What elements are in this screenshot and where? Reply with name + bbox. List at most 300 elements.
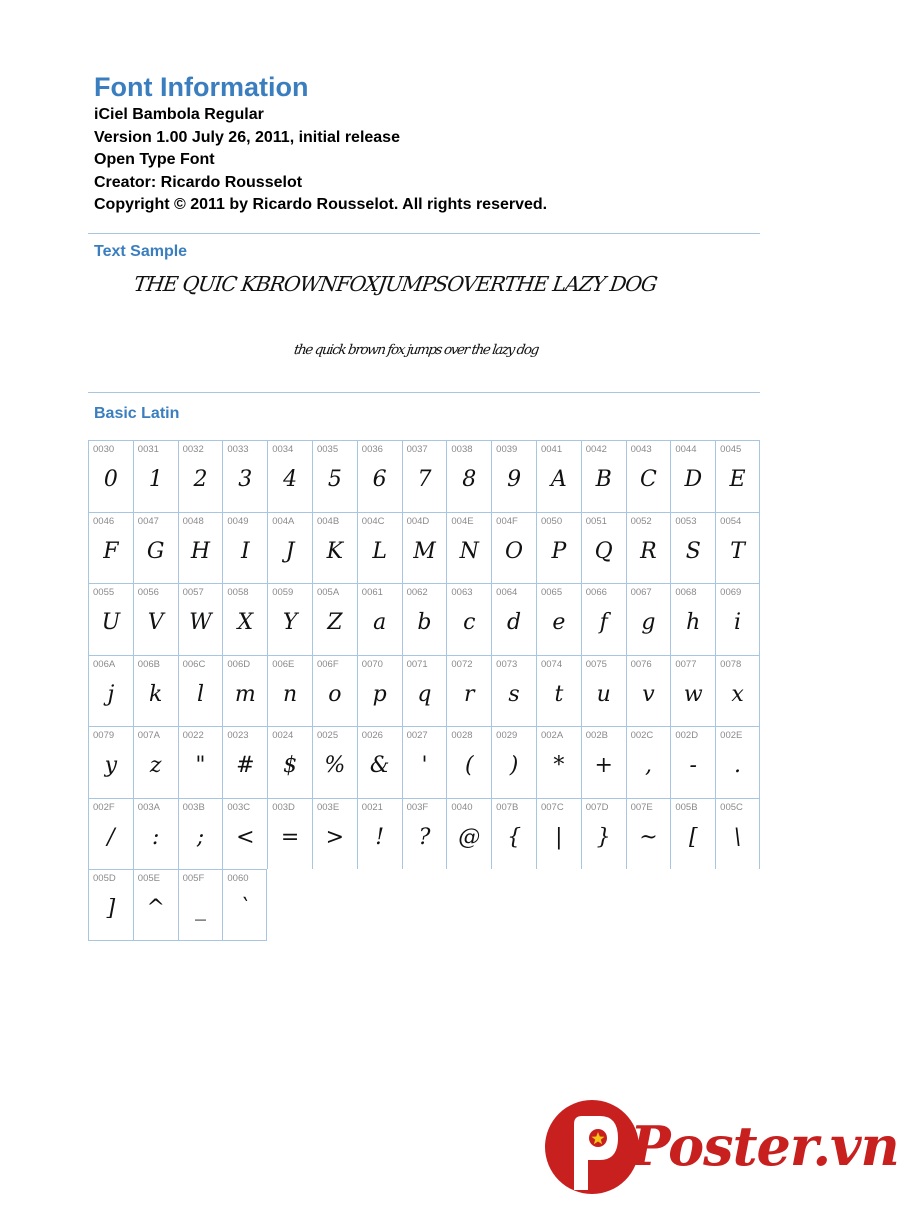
glyph-cell: [88, 440, 133, 512]
glyph-character: [: [688, 824, 698, 850]
glyph-character: @: [458, 824, 481, 850]
glyph-cell: [581, 440, 626, 512]
font-creator: Creator: Ricardo Rousselot: [94, 173, 303, 191]
glyph-cell: [402, 655, 447, 727]
glyph-cell: [626, 655, 671, 727]
glyph-character: i: [734, 610, 742, 635]
glyph-cell: [715, 798, 760, 870]
glyph-character: j: [107, 681, 115, 707]
glyph-cell: [88, 583, 133, 655]
glyph-cell: [491, 583, 536, 655]
glyph-character: %: [324, 753, 346, 778]
glyph-codepoint: 0046: [93, 515, 115, 527]
glyph-character: *: [553, 753, 565, 778]
glyph-row: [88, 798, 762, 870]
basic-latin-heading: Basic Latin: [94, 405, 180, 422]
glyph-cell: [626, 798, 671, 870]
glyph-character: N: [459, 538, 479, 564]
glyph-codepoint: 002F: [93, 801, 115, 813]
glyph-character: P: [551, 538, 567, 564]
glyph-grid: [88, 440, 762, 941]
glyph-codepoint: 0029: [496, 730, 518, 741]
glyph-cell: [536, 583, 581, 655]
glyph-cell: [312, 655, 357, 727]
glyph-codepoint: 005C: [720, 801, 743, 813]
glyph-character: t: [554, 681, 564, 707]
glyph-cell: [267, 512, 312, 584]
glyph-cell: [581, 655, 626, 727]
glyph-cell: [491, 440, 536, 512]
glyph-character: E: [729, 467, 746, 492]
font-information-title: Font Information: [94, 72, 309, 102]
glyph-codepoint: 0023: [227, 730, 249, 741]
glyph-codepoint: 0078: [720, 658, 742, 670]
glyph-cell: [178, 726, 223, 798]
glyph-cell: [133, 583, 178, 655]
glyph-character: l: [196, 681, 205, 707]
glyph-character: _: [194, 896, 206, 921]
glyph-character: 7: [417, 467, 432, 492]
glyph-character: \: [733, 824, 742, 850]
divider: [88, 392, 760, 393]
glyph-codepoint: 0072: [451, 658, 473, 670]
glyph-character: (: [464, 753, 474, 778]
glyph-codepoint: 004F: [496, 515, 518, 527]
glyph-cell: [267, 655, 312, 727]
glyph-character: b: [417, 610, 432, 635]
glyph-row: [88, 655, 762, 727]
glyph-cell: [88, 512, 133, 584]
glyph-row: [88, 440, 762, 512]
glyph-codepoint: 007A: [137, 730, 160, 741]
glyph-character: R: [640, 538, 657, 564]
glyph-cell: [312, 583, 357, 655]
poster-vn-wordmark: Poster.vn: [630, 1114, 899, 1178]
glyph-cell: [491, 655, 536, 727]
glyph-character: p: [372, 681, 387, 707]
glyph-character: U: [101, 610, 121, 635]
glyph-codepoint: 006A: [93, 658, 116, 670]
glyph-cell: [402, 583, 447, 655]
glyph-row: [88, 512, 762, 584]
glyph-codepoint: 0068: [675, 587, 697, 598]
glyph-character: H: [190, 538, 211, 564]
font-info-list: [94, 104, 547, 217]
glyph-codepoint: 0060: [227, 873, 249, 884]
glyph-character: K: [326, 538, 344, 564]
glyph-codepoint: 0022: [182, 730, 204, 741]
glyph-cell: [357, 655, 402, 727]
glyph-character: 4: [283, 467, 298, 492]
glyph-character: ,: [644, 753, 652, 778]
glyph-character: 9: [507, 467, 522, 492]
glyph-character: M: [413, 538, 436, 564]
glyph-cell: [446, 583, 491, 655]
glyph-cell: [536, 655, 581, 727]
glyph-character: ^: [146, 896, 165, 921]
glyph-cell: [357, 583, 402, 655]
glyph-codepoint: 0030: [93, 444, 115, 455]
glyph-character: v: [642, 681, 655, 707]
glyph-codepoint: 0070: [361, 658, 383, 670]
glyph-codepoint: 0054: [720, 515, 742, 527]
glyph-codepoint: 0071: [406, 658, 428, 670]
glyph-character: +: [594, 753, 613, 778]
glyph-codepoint: 0035: [316, 444, 339, 455]
glyph-cell: [491, 798, 536, 870]
glyph-cell: [715, 583, 760, 655]
glyph-codepoint: 004A: [272, 515, 295, 527]
glyph-codepoint: 0043: [630, 444, 652, 455]
glyph-cell: [536, 440, 581, 512]
glyph-cell: [133, 655, 178, 727]
glyph-codepoint: 004B: [316, 515, 340, 527]
glyph-character: z: [149, 753, 162, 778]
glyph-character: I: [240, 538, 250, 564]
glyph-cell: [536, 798, 581, 870]
glyph-character: D: [684, 467, 703, 492]
glyph-cell: [222, 440, 267, 512]
glyph-character: C: [640, 467, 657, 492]
glyph-cell: [357, 726, 402, 798]
glyph-codepoint: 007E: [630, 801, 653, 813]
divider: [88, 233, 760, 234]
glyph-character: c: [463, 610, 476, 635]
glyph-codepoint: 003B: [182, 801, 205, 813]
glyph-cell: [133, 798, 178, 870]
glyph-character: n: [283, 681, 298, 707]
glyph-cell: [267, 583, 312, 655]
glyph-cell: [178, 798, 223, 870]
glyph-codepoint: 0037: [406, 444, 428, 455]
glyph-codepoint: 0036: [361, 444, 383, 455]
glyph-codepoint: 0064: [496, 587, 518, 598]
glyph-character: 0: [103, 467, 118, 492]
glyph-codepoint: 0045: [720, 444, 742, 455]
sample-uppercase: THE QUIC KBROWNFOXJUMPSOVERTHE LAZY DOG: [132, 272, 659, 296]
glyph-codepoint: 0069: [720, 587, 742, 598]
glyph-character: =: [280, 824, 300, 850]
glyph-cell: [402, 726, 447, 798]
glyph-cell: [402, 798, 447, 870]
glyph-cell: [536, 512, 581, 584]
glyph-cell: [491, 512, 536, 584]
glyph-codepoint: 0058: [227, 587, 249, 598]
glyph-cell: [581, 512, 626, 584]
glyph-cell: [670, 512, 715, 584]
glyph-codepoint: 006B: [137, 658, 160, 670]
glyph-codepoint: 0038: [451, 444, 473, 455]
glyph-cell: [312, 512, 357, 584]
glyph-cell: [88, 869, 133, 941]
glyph-codepoint: 0027: [406, 730, 428, 741]
glyph-codepoint: 003E: [316, 801, 340, 813]
glyph-character: O: [505, 538, 524, 564]
glyph-cell: [178, 440, 223, 512]
glyph-character: 2: [193, 467, 208, 492]
glyph-character: y: [104, 753, 118, 778]
glyph-character: :: [151, 824, 160, 850]
glyph-character: e: [552, 610, 566, 635]
glyph-codepoint: 0076: [630, 658, 652, 670]
glyph-cell: [312, 798, 357, 870]
glyph-cell: [88, 655, 133, 727]
glyph-character: 1: [148, 467, 163, 492]
glyph-cell: [178, 655, 223, 727]
glyph-cell: [178, 512, 223, 584]
glyph-cell: [267, 440, 312, 512]
font-name: iCiel Bambola Regular: [94, 106, 264, 123]
glyph-character: Q: [594, 538, 613, 564]
glyph-cell: [446, 512, 491, 584]
glyph-row: [88, 726, 762, 798]
glyph-cell: [222, 869, 267, 941]
glyph-cell: [491, 726, 536, 798]
glyph-codepoint: 0047: [137, 515, 159, 527]
font-type: Open Type Font: [94, 151, 215, 169]
glyph-codepoint: 0077: [675, 658, 697, 670]
glyph-codepoint: 003A: [137, 801, 160, 813]
glyph-codepoint: 0033: [227, 444, 249, 455]
glyph-codepoint: 0025: [316, 730, 339, 741]
glyph-cell: [446, 798, 491, 870]
glyph-cell: [312, 726, 357, 798]
glyph-cell: [357, 798, 402, 870]
glyph-character: Z: [327, 610, 343, 635]
glyph-cell: [670, 583, 715, 655]
glyph-character: 3: [238, 467, 253, 492]
glyph-codepoint: 006F: [316, 658, 339, 670]
glyph-cell: [133, 512, 178, 584]
glyph-cell: [222, 512, 267, 584]
glyph-character: !: [375, 824, 385, 850]
glyph-codepoint: 0050: [540, 515, 563, 527]
glyph-character: F: [103, 538, 119, 564]
glyph-character: 5: [327, 467, 342, 492]
glyph-codepoint: 0040: [451, 801, 473, 813]
glyph-cell: [133, 440, 178, 512]
glyph-cell: [670, 655, 715, 727]
glyph-codepoint: 005F: [182, 873, 205, 884]
glyph-cell: [581, 726, 626, 798]
glyph-cell: [267, 726, 312, 798]
glyph-character: .: [734, 753, 742, 778]
font-copyright: Copyright © 2011 by Ricardo Rousselot. All rights reserved.: [94, 196, 548, 214]
glyph-character: A: [550, 467, 567, 492]
glyph-cell: [222, 655, 267, 727]
glyph-codepoint: 002D: [675, 730, 699, 741]
glyph-character: &: [369, 753, 390, 778]
glyph-codepoint: 0065: [540, 587, 563, 598]
glyph-cell: [133, 869, 178, 941]
glyph-character: `: [239, 896, 251, 921]
glyph-codepoint: 005A: [316, 587, 340, 598]
glyph-character: w: [683, 681, 703, 707]
glyph-row: [88, 869, 762, 941]
glyph-character: 6: [372, 467, 387, 492]
glyph-character: #: [236, 753, 255, 778]
glyph-codepoint: 0039: [496, 444, 518, 455]
glyph-character: ": [195, 753, 206, 778]
glyph-cell: [88, 798, 133, 870]
glyph-codepoint: 006D: [227, 658, 251, 670]
glyph-codepoint: 007B: [496, 801, 519, 813]
glyph-codepoint: 002C: [630, 730, 654, 741]
glyph-codepoint: 007D: [585, 801, 609, 813]
glyph-codepoint: 0049: [227, 515, 249, 527]
glyph-character: G: [146, 538, 165, 564]
glyph-cell: [715, 726, 760, 798]
glyph-codepoint: 0059: [272, 587, 294, 598]
glyph-character: ': [421, 753, 428, 778]
glyph-character: B: [595, 467, 612, 492]
glyph-codepoint: 002E: [720, 730, 743, 741]
glyph-codepoint: 0024: [272, 730, 294, 741]
glyph-cell: [222, 726, 267, 798]
glyph-character: ;: [196, 824, 205, 850]
glyph-cell: [670, 798, 715, 870]
glyph-cell: [626, 726, 671, 798]
glyph-character: q: [417, 681, 432, 707]
glyph-cell: [670, 440, 715, 512]
glyph-codepoint: 006E: [272, 658, 295, 670]
glyph-codepoint: 0063: [451, 587, 473, 598]
glyph-cell: [626, 583, 671, 655]
glyph-character: 8: [462, 467, 477, 492]
glyph-character: {: [507, 824, 522, 850]
glyph-cell: [357, 440, 402, 512]
poster-logo-icon: [544, 1094, 640, 1200]
sample-lowercase: the quick brown fox jumps over the lazy dog: [292, 342, 540, 358]
glyph-cell: [626, 512, 671, 584]
glyph-codepoint: 0061: [361, 587, 383, 598]
glyph-cell: [715, 655, 760, 727]
glyph-codepoint: 004C: [361, 515, 385, 527]
glyph-codepoint: 0079: [93, 730, 115, 741]
glyph-character: r: [464, 681, 475, 707]
glyph-character: ): [509, 753, 519, 778]
glyph-codepoint: 0053: [675, 515, 697, 527]
glyph-cell: [581, 583, 626, 655]
glyph-codepoint: 0075: [585, 658, 607, 670]
glyph-codepoint: 0073: [496, 658, 518, 670]
glyph-cell: [581, 798, 626, 870]
glyph-codepoint: 0041: [540, 444, 563, 455]
glyph-character: -: [689, 753, 697, 778]
glyph-codepoint: 003F: [406, 801, 429, 813]
glyph-codepoint: 005E: [137, 873, 160, 884]
glyph-character: k: [149, 681, 163, 707]
glyph-cell: [715, 440, 760, 512]
glyph-codepoint: 004D: [406, 515, 430, 527]
glyph-cell: [178, 583, 223, 655]
glyph-cell: [267, 798, 312, 870]
glyph-character: h: [686, 610, 701, 635]
glyph-character: X: [237, 610, 254, 635]
glyph-codepoint: 0034: [272, 444, 294, 455]
glyph-codepoint: 0066: [585, 587, 607, 598]
glyph-codepoint: 0028: [451, 730, 473, 741]
glyph-character: f: [599, 610, 608, 635]
glyph-character: /: [107, 824, 115, 850]
glyph-cell: [222, 583, 267, 655]
glyph-cell: [357, 512, 402, 584]
glyph-character: x: [731, 681, 744, 707]
glyph-cell: [715, 512, 760, 584]
glyph-codepoint: 0044: [675, 444, 697, 455]
glyph-codepoint: 0031: [137, 444, 159, 455]
glyph-codepoint: 0032: [182, 444, 204, 455]
glyph-character: ~: [639, 824, 658, 850]
glyph-codepoint: 0074: [540, 658, 563, 670]
glyph-cell: [222, 798, 267, 870]
glyph-cell: [670, 726, 715, 798]
glyph-cell: [312, 440, 357, 512]
glyph-codepoint: 0067: [630, 587, 652, 598]
glyph-cell: [446, 655, 491, 727]
glyph-codepoint: 0062: [406, 587, 428, 598]
glyph-codepoint: 0056: [137, 587, 159, 598]
glyph-character: a: [373, 610, 387, 635]
glyph-character: o: [328, 681, 342, 707]
glyph-codepoint: 005D: [93, 873, 116, 884]
glyph-cell: [446, 726, 491, 798]
glyph-codepoint: 0021: [361, 801, 383, 813]
glyph-codepoint: 002A: [540, 730, 564, 741]
glyph-codepoint: 002B: [585, 730, 608, 741]
glyph-character: g: [641, 610, 656, 635]
glyph-character: S: [685, 538, 701, 564]
glyph-cell: [626, 440, 671, 512]
glyph-character: <: [236, 824, 255, 850]
glyph-codepoint: 0051: [585, 515, 607, 527]
glyph-character: |: [555, 824, 563, 850]
glyph-codepoint: 007C: [540, 801, 564, 813]
glyph-cell: [133, 726, 178, 798]
glyph-codepoint: 0055: [93, 587, 115, 598]
glyph-character: m: [234, 681, 256, 707]
glyph-codepoint: 0042: [585, 444, 607, 455]
glyph-codepoint: 0052: [630, 515, 652, 527]
font-version: Version 1.00 July 26, 2011, initial release: [94, 128, 400, 146]
glyph-codepoint: 004E: [451, 515, 474, 527]
glyph-codepoint: 003D: [272, 801, 295, 813]
glyph-cell: [88, 726, 133, 798]
glyph-codepoint: 006C: [182, 658, 206, 670]
poster-vn-logo: [544, 1094, 899, 1200]
glyph-character: s: [508, 681, 520, 707]
glyph-character: V: [147, 610, 164, 635]
glyph-cell: [402, 512, 447, 584]
glyph-character: J: [285, 538, 295, 564]
glyph-codepoint: 003C: [227, 801, 251, 813]
glyph-character: ?: [418, 824, 431, 850]
glyph-cell: [178, 869, 223, 941]
glyph-codepoint: 005B: [675, 801, 698, 813]
glyph-codepoint: 0048: [182, 515, 204, 527]
glyph-character: Y: [282, 610, 298, 635]
text-sample-heading: Text Sample: [94, 243, 188, 260]
glyph-character: >: [325, 824, 345, 850]
glyph-cell: [402, 440, 447, 512]
glyph-row: [88, 583, 762, 655]
glyph-character: L: [372, 538, 387, 564]
glyph-character: d: [507, 610, 522, 635]
glyph-character: ]: [106, 896, 116, 921]
glyph-cell: [536, 726, 581, 798]
glyph-character: u: [596, 681, 611, 707]
glyph-cell: [446, 440, 491, 512]
